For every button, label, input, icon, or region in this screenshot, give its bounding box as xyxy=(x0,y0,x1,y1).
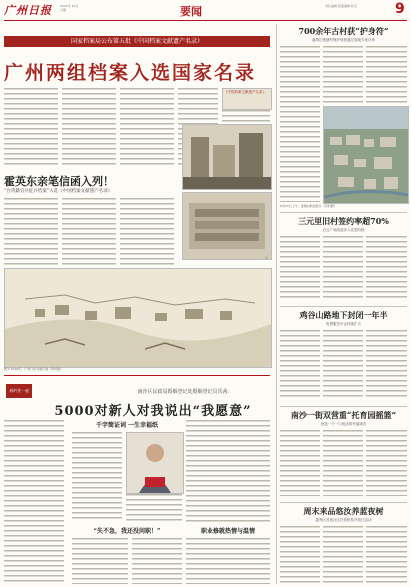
lower-kicker: 南沙区民政局婚姻登记处婚姻登记员乐茜： xyxy=(137,389,233,395)
right-divider-4 xyxy=(280,502,407,503)
column-logo: 我们在一起 xyxy=(6,384,32,398)
right-story-1-deck: 番禺区莲塘村保护规划通过省级专家评审 xyxy=(312,38,375,42)
inset-box xyxy=(222,88,272,110)
lower-subtitle-2: “失不急，我还没问职！” xyxy=(93,528,161,535)
right-story-2-deck: 白云广场改造步入攻坚阶段 xyxy=(322,228,365,232)
newspaper-logo: 广州日报 xyxy=(4,4,52,17)
caption-marker-2: ② xyxy=(265,256,268,260)
main-headline: 广州两组档案入选国家名录 xyxy=(4,62,257,84)
sub-story-column-2 xyxy=(62,198,116,266)
lower-column-4 xyxy=(186,420,270,522)
lower-subtitle-3: 职业修就热情与温情 xyxy=(200,528,255,535)
right-divider-3 xyxy=(280,406,407,407)
lower-headline: 5000对新人对我说出“我愿意” xyxy=(54,404,252,419)
village-aerial-photo xyxy=(323,106,409,204)
right-divider-1 xyxy=(280,212,407,213)
editor-info: 责任编辑 版面编辑 校对 xyxy=(325,4,357,8)
right-story-2-title: 三元里旧村签约率超70% xyxy=(298,216,389,226)
lower-column-5 xyxy=(72,538,128,584)
issue-info: 2021年 10月 日期 xyxy=(60,4,79,12)
right-divider-2 xyxy=(280,306,407,307)
right-story-5-col-1 xyxy=(280,526,320,584)
village-aerial-image xyxy=(324,107,408,203)
registrar-photo xyxy=(126,432,184,494)
right-story-5-title: 周末来品悠汝养蓝夜树 xyxy=(303,506,384,516)
right-story-4-deck: 营造一个一口优质的幸福城市 xyxy=(320,422,367,426)
page-number: 9 xyxy=(395,1,405,17)
right-story-1-col-2 xyxy=(323,46,363,104)
lower-column-6 xyxy=(132,538,182,584)
historic-map-image xyxy=(4,268,272,368)
right-story-1-title: 700余年古村获“护身符” xyxy=(298,26,389,36)
right-story-2-col-1 xyxy=(280,236,320,300)
article-column-2 xyxy=(62,88,116,168)
right-story-4-title: 南沙一街双营重“托育园摇篮” xyxy=(290,410,397,420)
article-column-3 xyxy=(120,88,174,168)
right-story-2-col-3 xyxy=(366,236,407,300)
map-caption: 图② 1910年，广州口岸文献记载（资料图） xyxy=(4,367,64,371)
right-story-5-col-3 xyxy=(366,526,407,584)
lower-column-2 xyxy=(72,432,122,522)
sub-story-title: 霍英东亲笔信函入列！ xyxy=(4,175,114,188)
inset-header: 《中国档案文献遗产名录》 xyxy=(224,90,266,94)
right-story-4-col-2 xyxy=(323,430,363,496)
lower-subtitle-1: 千字简证词 一生幸福纸 xyxy=(95,422,159,429)
right-story-5-deck: 越秀区首批社区托育机构开放日活动 xyxy=(315,518,372,522)
sub-story-column-3 xyxy=(120,198,174,266)
village-photo-caption: 6月15日上午，莲塘村航拍照片（资料图） xyxy=(280,204,337,208)
archive-photo-2 xyxy=(182,192,272,260)
lower-column-7 xyxy=(186,538,270,584)
right-story-1-col-3 xyxy=(366,46,407,104)
caption-marker-1: ① xyxy=(265,182,268,186)
archive-photo-2-image xyxy=(183,193,271,259)
column-divider xyxy=(276,24,277,584)
right-story-3-deck: 免费服务半径持续扩大 xyxy=(326,322,361,326)
archive-photo-1-image xyxy=(183,125,271,189)
right-story-4-col-3 xyxy=(366,430,407,496)
right-story-1-col-1 xyxy=(280,46,320,144)
masthead xyxy=(0,0,411,22)
right-story-4-col-1 xyxy=(280,430,320,496)
sub-story-column-1 xyxy=(4,198,58,266)
lower-column-3 xyxy=(126,494,182,522)
header-rule xyxy=(4,20,407,21)
topic-banner: 国家档案局公布第五批《中国档案文献遗产名录》 xyxy=(4,36,270,47)
registrar-photo-image xyxy=(127,433,183,493)
lower-section-rule xyxy=(4,375,270,376)
sub-story-deck: “台湾籍官兵征兵档案”入选《中国档案文献遗产名录》 xyxy=(4,189,113,194)
right-story-5-col-2 xyxy=(323,526,363,584)
right-story-3-title: 鸡谷山路地下封闭一年半 xyxy=(299,310,388,320)
historic-map-drawing xyxy=(5,269,271,367)
right-story-3-col-2 xyxy=(323,330,363,400)
archive-photo-1 xyxy=(182,124,272,190)
right-story-1-col-4 xyxy=(280,146,320,202)
right-story-3-col-3 xyxy=(366,330,407,400)
right-story-2-col-2 xyxy=(323,236,363,300)
section-title: 要闻 xyxy=(180,5,202,18)
lower-column-1 xyxy=(4,420,64,584)
article-column-1 xyxy=(4,88,58,168)
